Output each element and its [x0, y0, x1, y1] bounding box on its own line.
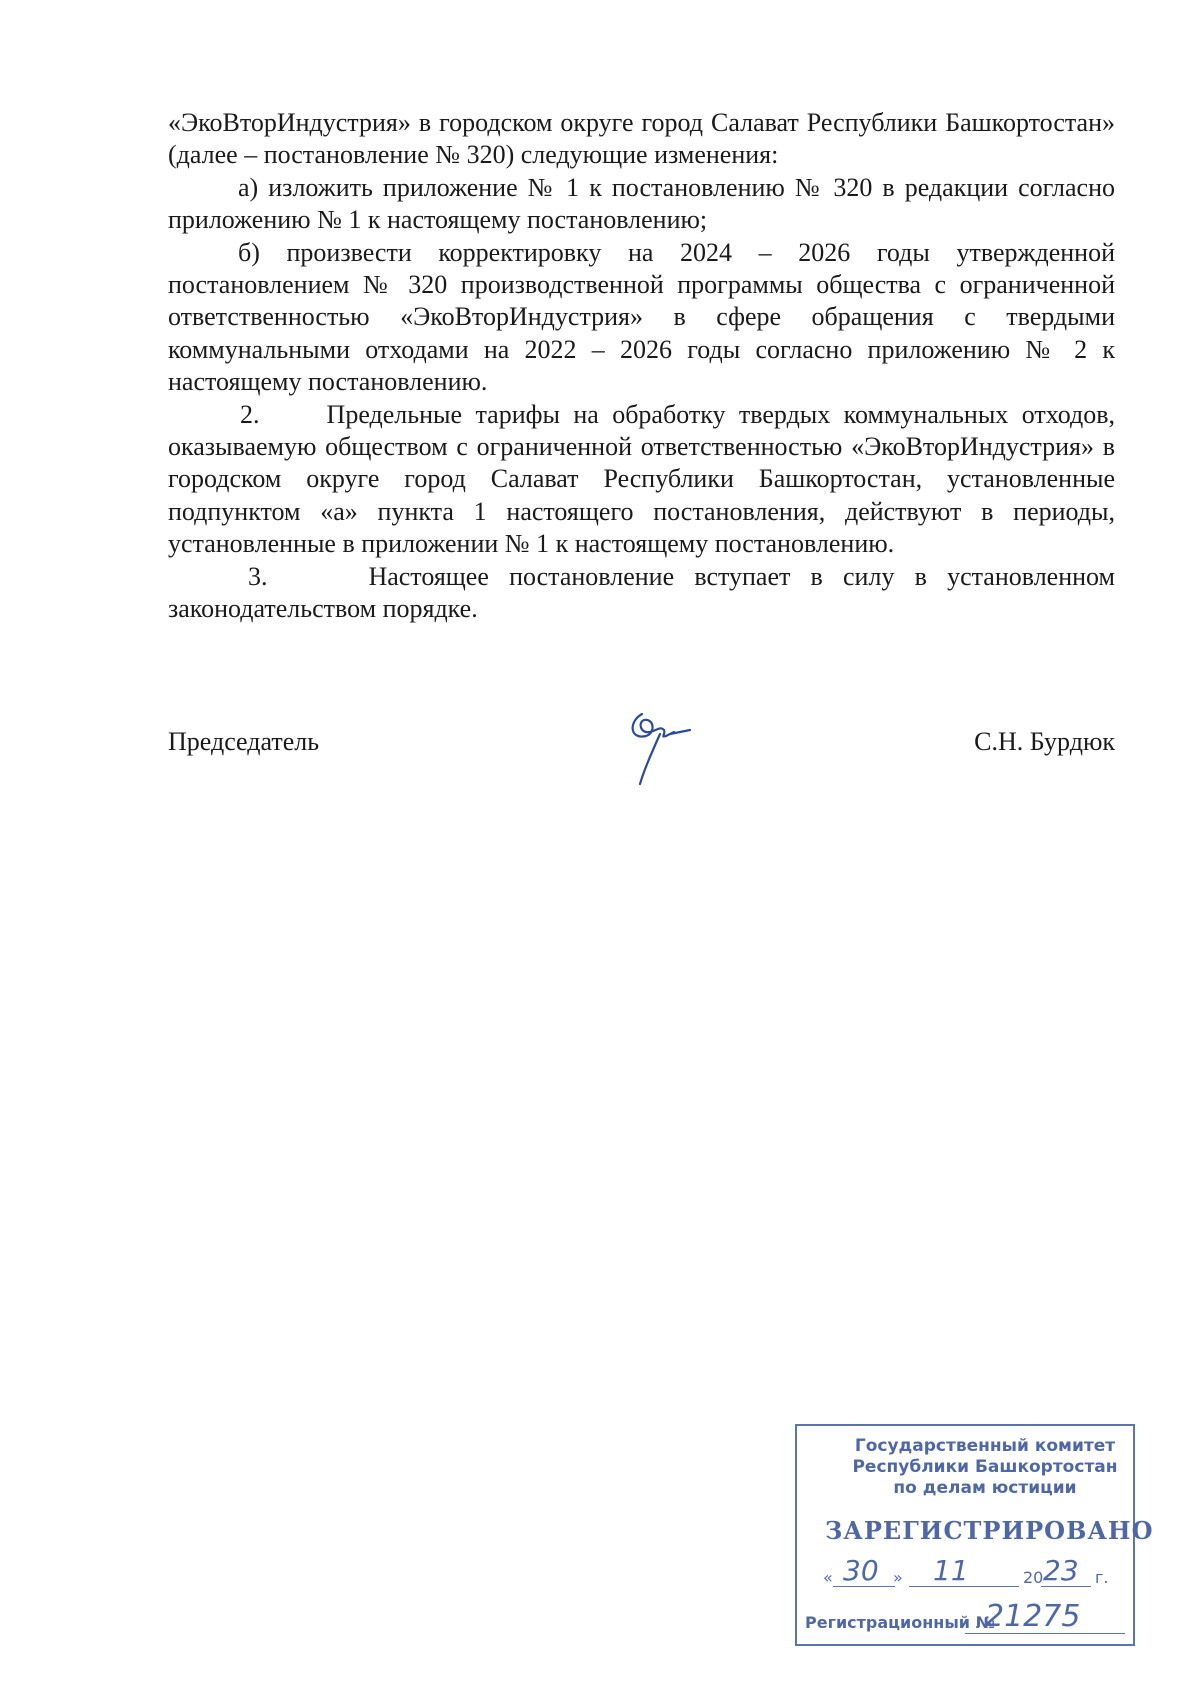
stamp-org-line-1: Государственный комитет — [854, 1436, 1116, 1456]
stamp-day: 30 — [843, 1554, 879, 1587]
stamp-registration — [805, 1601, 1125, 1641]
signatory-title: Председатель — [168, 727, 320, 756]
stamp-org-line-3: по делам юстиции — [893, 1478, 1077, 1498]
stamp-org-line-2: Республики Башкортостан — [852, 1457, 1118, 1477]
paragraph-intro: «ЭкоВторИндустрия» в городском округе город Салават Республики Башкортостан» (далее – постановление № 320) следующие изменения: — [168, 108, 1115, 170]
paragraph-item-b: б) произвести корректировку на 2024 – 2026 годы утвержденной постановлением № 320 производственной программы общества с ограниченной ответственностью «ЭкоВторИндустрия» в сфере обращения с твердыми коммунальными отходами на 2022 – 2026 годы согласно приложению № 2 к настоящему постановлению. — [168, 237, 1115, 397]
paragraph-item-a: а) изложить приложение № 1 к постановлению № 320 в редакции согласно приложению № 1 к настоящему постановлению; — [168, 172, 1115, 235]
paragraph-point-3: 3. Настоящее постановление вступает в силу в установленном законодательством порядке. — [168, 561, 1115, 624]
signatory-name: С.Н. Бурдюк — [974, 727, 1115, 756]
document-body — [168, 107, 1115, 626]
stamp-year-unit: г. — [1095, 1568, 1109, 1587]
stamp-reg-number: 21275 — [985, 1599, 1081, 1634]
stamp-month: 11 — [933, 1554, 969, 1587]
registration-stamp — [795, 1424, 1154, 1646]
stamp-date: « 30 » 11 20 23 г. — [823, 1554, 1109, 1587]
paragraph-point-2: 2. Предельные тарифы на обработку твердых коммунальных отходов, оказываемую обществом с ограниченной ответственностью «ЭкоВторИндустрия» в городском округе город Салават Республики Башкортостан, установленные подпунктом «а» пункта 1 настоящего постановления, действуют в периоды, установленные в приложении № 1 к настоящему постановлению. — [168, 399, 1115, 559]
stamp-reg-label: Регистрационный № — [805, 1613, 995, 1632]
stamp-status: ЗАРЕГИСТРИРОВАНО — [825, 1516, 1154, 1545]
stamp-year-suffix: 23 — [1043, 1554, 1079, 1587]
stamp-year-prefix: 20 — [1023, 1568, 1044, 1587]
handwritten-signature — [620, 700, 710, 790]
